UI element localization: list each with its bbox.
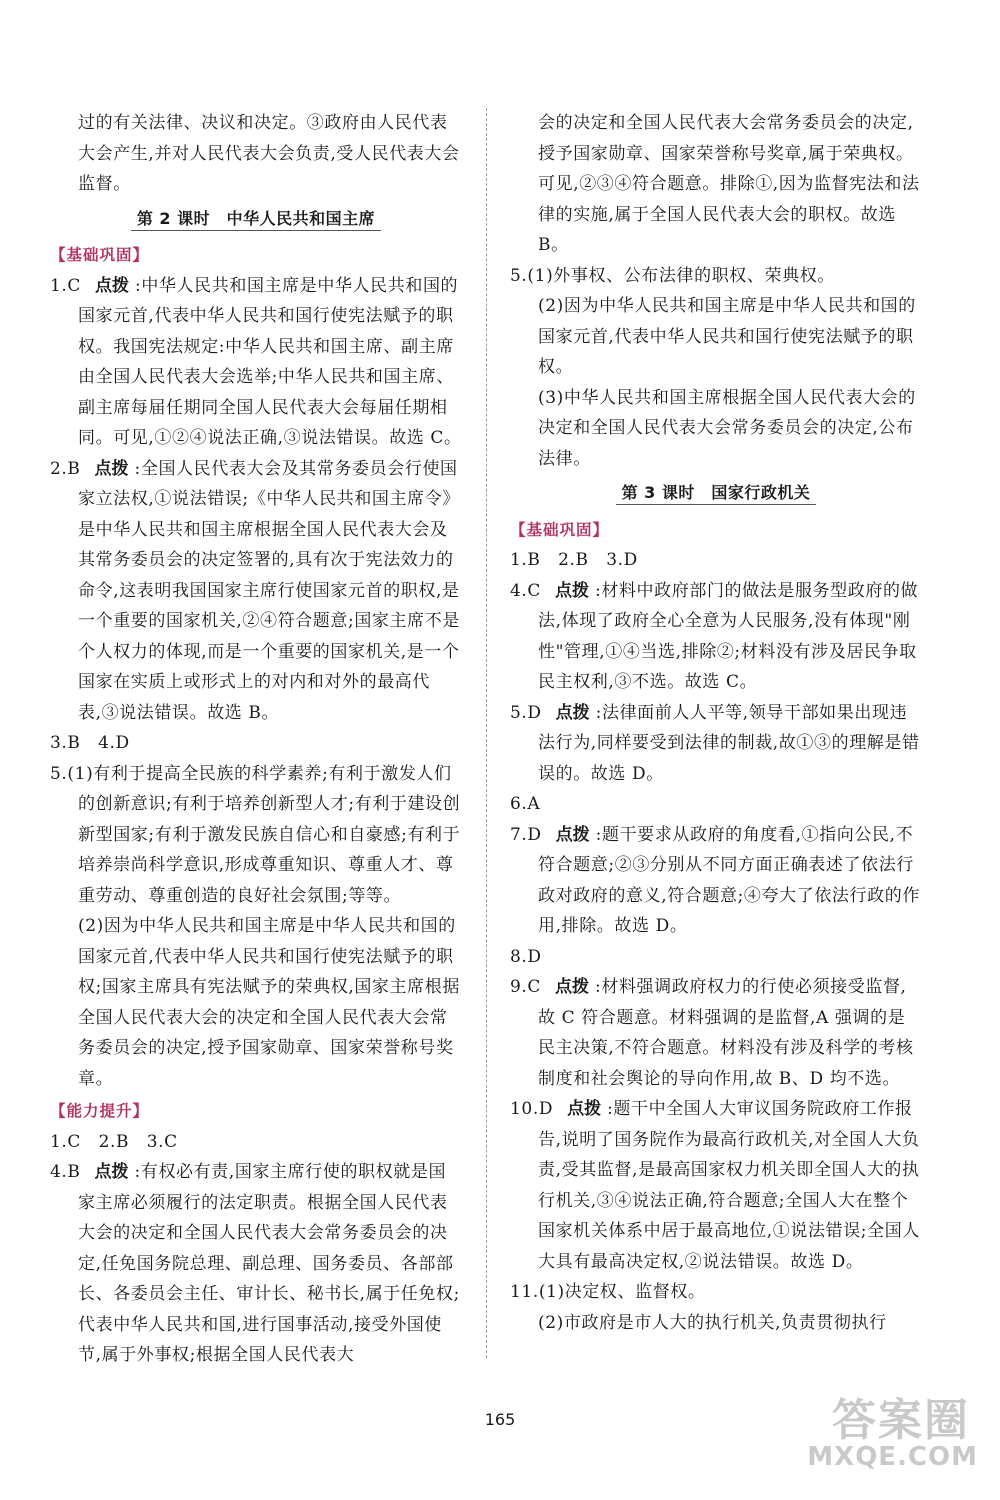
hint-keyword: 点拨	[94, 458, 129, 479]
answer-item: 5.(1)外事权、公布法律的职权、荣典权。	[510, 265, 835, 286]
answer-item	[510, 972, 922, 1094]
hint-keyword: 点拨	[555, 824, 590, 845]
lesson-title	[510, 478, 922, 509]
watermark-url: MXQE.COM	[807, 1442, 978, 1472]
answer-number: 9.C	[510, 977, 542, 997]
answer-number: 7.D	[510, 824, 542, 845]
answer-text: :材料强调政府权力的行使必须接受监督,故 C 符合题意。材料强调的是监督,A 强调的是民主决策,不符合题意。材料没有涉及科学的考核制度和社会舆论的导向作用,故 B、D 均不选。	[538, 977, 914, 1089]
answer-text: :题干中全国人大审议国务院政府工作报告,说明了国务院作为最高行政机关,对全国人大负责,受其监督,是最高国家权力机关即全国人大的执行机关,③④说法正确,符合题意;全国人大在整个国家机关体系中居于最高地位,①说法错误;全国人大具有最高决定权,②说法错误。故选 D。	[538, 1099, 920, 1272]
answer-number: 4.B	[50, 1162, 81, 1182]
paragraph: 过的有关法律、决议和决定。③政府由人民代表大会产生,并对人民代表大会负责,受人民代表大会监督。	[78, 113, 460, 194]
answer-item: 11.(1)决定权、监督权。	[510, 1282, 706, 1302]
right-column	[510, 108, 922, 1338]
answer-text: :题干要求从政府的角度看,①指向公民,不符合题意;②③分别从不同方面正确表述了依法行政对政府的意义,符合题意;④夸大了依法行政的作用,排除。故选 D。	[538, 824, 920, 936]
section-heading-basic: 【基础巩固】	[50, 246, 150, 264]
hint-keyword: 点拨	[555, 580, 590, 601]
page-number: 165	[484, 1410, 516, 1429]
watermark-text: 答案圈	[832, 1395, 970, 1446]
hint-keyword: 点拨	[567, 1099, 602, 1119]
column-divider	[486, 108, 487, 1358]
answer-text: :有权必有责,国家主席行使的职权就是国家主席必须履行的法定职责。根据全国人民代表大会的决定和全国人民代表大会常务委员会的决定,任免国务院总理、副总理、国务委员、各部部长、各委员会主任、审计长、秘书长,属于任免权;代表中华人民共和国,进行国事活动,接受外国使节,属于外事权;根据全国人民代表大	[78, 1162, 460, 1365]
answer-item	[510, 820, 922, 942]
answer-text: :全国人民代表大会及其常务委员会行使国家立法权,①说法错误;《中华人民共和国主席令》是中华人民共和国主席根据全国人民代表大会及其常务委员会的决定签署的,具有次于宪法效力的命令,这表明我国国家主席行使国家元首的职权,是一个重要的国家机关,②④符合题意;国家主席不是个人权力的体现,而是一个重要的国家机关,是一个国家在实质上或形式上的对内和对外的最高代表,③说法错误。故选 B。	[78, 458, 460, 723]
answer-item: (2)因为中华人民共和国主席是中华人民共和国的国家元首,代表中华人民共和国行使宪法赋予的职权。	[538, 296, 916, 377]
answer-text: :中华人民共和国主席是中华人民共和国的国家元首,代表中华人民共和国行使宪法赋予的职权。我国宪法规定:中华人民共和国主席、副主席由全国人民代表大会选举;中华人民共和国主席、副主席每届任期同全国人民代表大会每届任期相同。可见,①②④说法正确,③说法错误。故选 C。	[78, 275, 462, 448]
hint-keyword: 点拨	[94, 1162, 129, 1182]
lesson-title	[50, 204, 462, 235]
answer-item: 5.(1)有利于提高全民族的科学素养;有利于激发人们的创新意识;有利于培养创新型人才;有利于建设创新型国家;有利于激发民族自信心和自豪感;有利于培养崇尚科学意识,形成尊重知识、尊重人才、尊重劳动、尊重创造的良好社会氛围;等等。	[50, 763, 461, 906]
hint-keyword: 点拨	[555, 977, 590, 997]
hint-keyword: 点拨	[555, 702, 590, 723]
answer-item	[510, 698, 922, 790]
lesson-3-title: 第 3 课时 国家行政机关	[616, 483, 817, 505]
answer-number: 2.B	[50, 458, 81, 479]
answer-item: 3.B 4.D	[50, 733, 130, 753]
answer-number: 4.C	[510, 580, 542, 601]
answer-item: (3)中华人民共和国主席根据全国人民代表大会的决定和全国人民代表大会常务委员会的决定,公布法律。	[538, 387, 916, 469]
section-heading-basic: 【基础巩固】	[510, 520, 610, 539]
answer-number: 5.D	[510, 702, 542, 723]
answer-item	[50, 454, 462, 729]
answer-item: 8.D	[510, 946, 542, 967]
lesson-2-title: 第 2 课时 中华人民共和国主席	[131, 209, 381, 231]
answer-number: 1.C	[50, 275, 82, 296]
answer-text: :材料中政府部门的做法是服务型政府的做法,体现了政府全心全意为人民服务,没有体现"刚性"管理,①④当选,排除②;材料没有涉及居民争取民主权利,③不选。故选 C。	[538, 580, 919, 692]
answer-item: (2)市政府是市人大的执行机关,负责贯彻执行	[538, 1312, 887, 1333]
answer-item	[50, 271, 462, 454]
answer-item	[50, 1157, 462, 1371]
answer-item: (2)因为中华人民共和国主席是中华人民共和国的国家元首,代表中华人民共和国行使宪法赋予的职权;国家主席具有宪法赋予的荣典权,国家主席根据全国人民代表大会的决定和全国人民代表大会常务委员会的决定,授予国家勋章、国家荣誉称号奖章。	[78, 916, 460, 1089]
answer-text: :法律面前人人平等,领导干部如果出现违法行为,同样要受到法律的制裁,故①③的理解是错误的。故选 D。	[538, 702, 920, 784]
answer-item: 6.A	[510, 794, 541, 814]
answer-number: 10.D	[510, 1099, 554, 1119]
watermark-logo	[773, 1384, 978, 1484]
paragraph: 会的决定和全国人民代表大会常务委员会的决定,授予国家勋章、国家荣誉称号奖章,属于荣典权。可见,②③④符合题意。排除①,因为监督宪法和法律的实施,属于全国人民代表大会的职权。故选 B。	[538, 113, 920, 255]
section-heading-advanced: 【能力提升】	[50, 1102, 150, 1120]
answer-item	[510, 1094, 922, 1277]
answer-item: 1.B 2.B 3.D	[510, 550, 638, 570]
answer-item: 1.C 2.B 3.C	[50, 1131, 178, 1152]
left-column	[50, 108, 462, 1371]
hint-keyword: 点拨	[95, 275, 130, 296]
answer-item	[510, 576, 922, 698]
